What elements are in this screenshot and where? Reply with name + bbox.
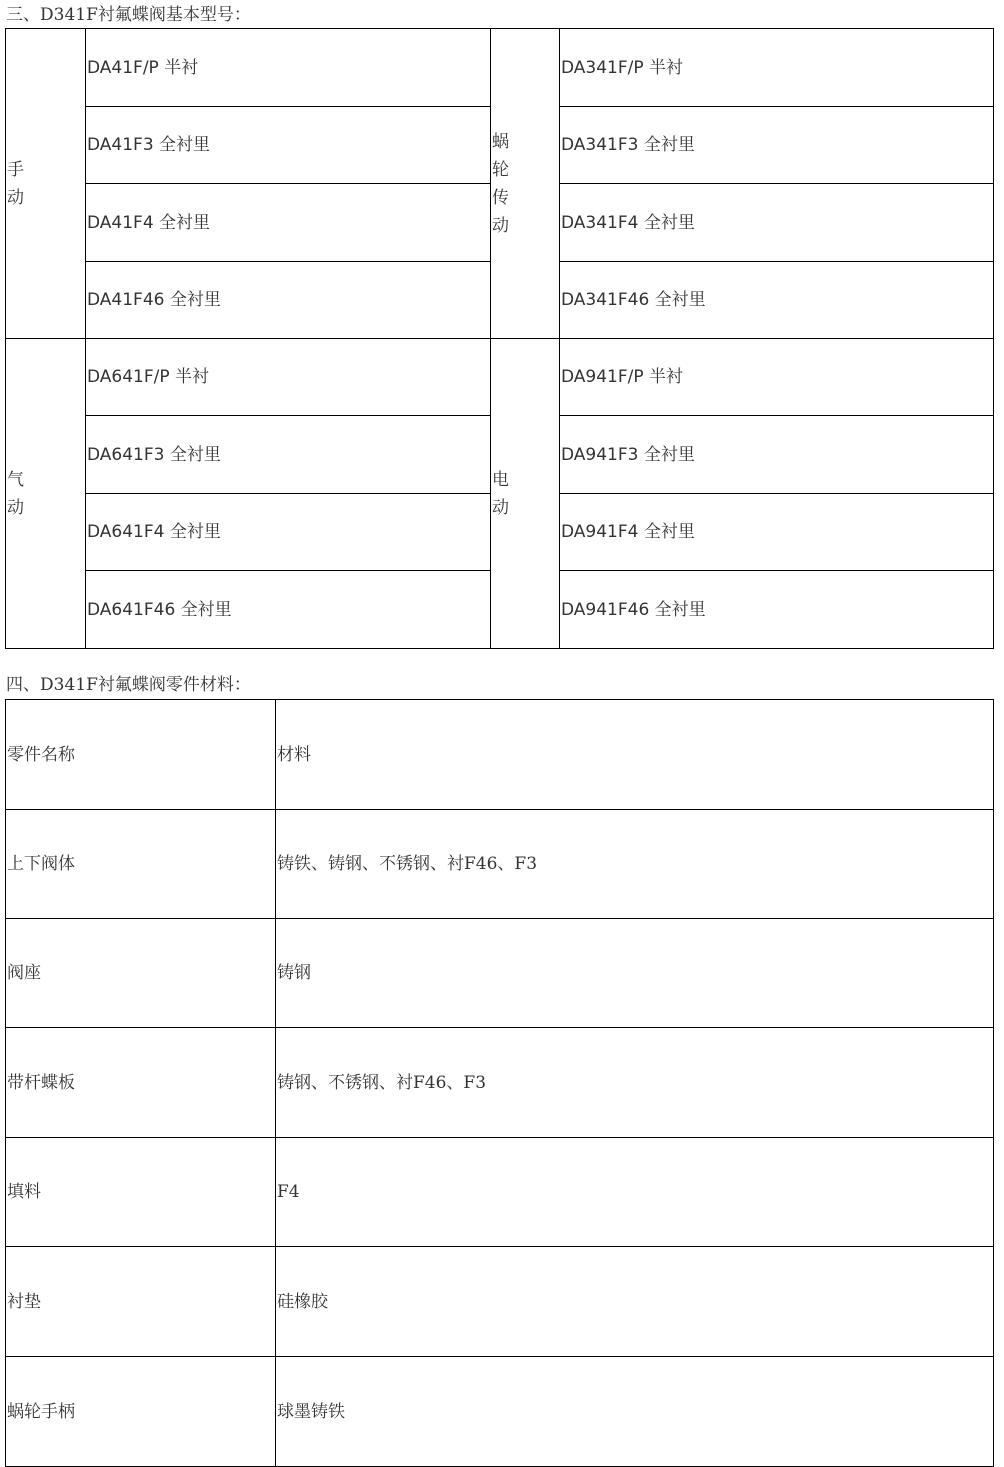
- model-cell: DA941F4 全衬里: [560, 494, 994, 571]
- model-cell: DA641F46 全衬里: [86, 571, 491, 649]
- part-name-cell: 填料: [6, 1138, 276, 1247]
- model-cell: DA641F3 全衬里: [86, 416, 491, 494]
- model-cell: DA641F/P 半衬: [86, 339, 491, 416]
- model-table: [5, 28, 994, 649]
- material-cell: 铸钢、不锈钢、衬F46、F3: [276, 1028, 994, 1138]
- table-row: [6, 29, 994, 107]
- table-row: [6, 339, 994, 416]
- table-row: [6, 919, 994, 1028]
- model-cell: DA41F3 全衬里: [86, 107, 491, 184]
- model-cell: DA941F3 全衬里: [560, 416, 994, 494]
- table-row: [6, 1028, 994, 1138]
- column-header-material: 材料: [276, 700, 994, 810]
- group-label-worm-gear: 蜗轮传动: [491, 29, 560, 339]
- table-row: [6, 810, 994, 919]
- materials-table: [5, 699, 994, 1467]
- model-cell: DA341F3 全衬里: [560, 107, 994, 184]
- group-label-electric: 电动: [491, 339, 560, 649]
- part-name-cell: 阀座: [6, 919, 276, 1028]
- model-cell: DA641F4 全衬里: [86, 494, 491, 571]
- model-cell: DA41F46 全衬里: [86, 262, 491, 339]
- material-cell: F4: [276, 1138, 994, 1247]
- part-name-cell: 上下阀体: [6, 810, 276, 919]
- model-cell: DA941F46 全衬里: [560, 571, 994, 649]
- group-label-manual: 手动: [6, 29, 86, 339]
- part-name-cell: 衬垫: [6, 1247, 276, 1357]
- table-row: [6, 1247, 994, 1357]
- group-label-pneumatic: 气动: [6, 339, 86, 649]
- material-cell: 球墨铸铁: [276, 1357, 994, 1467]
- table-row: [6, 1357, 994, 1467]
- model-cell: DA341F46 全衬里: [560, 262, 994, 339]
- model-cell: DA341F4 全衬里: [560, 184, 994, 262]
- model-cell: DA941F/P 半衬: [560, 339, 994, 416]
- model-cell: DA341F/P 半衬: [560, 29, 994, 107]
- section3-title: 三、D341F衬氟蝶阀基本型号：: [6, 5, 251, 25]
- part-name-cell: 蜗轮手柄: [6, 1357, 276, 1467]
- table-row: [6, 1138, 994, 1247]
- material-cell: 铸铁、铸钢、不锈钢、衬F46、F3: [276, 810, 994, 919]
- part-name-cell: 带杆蝶板: [6, 1028, 276, 1138]
- table-header-row: [6, 700, 994, 810]
- model-cell: DA41F/P 半衬: [86, 29, 491, 107]
- section4-title: 四、D341F衬氟蝶阀零件材料：: [6, 675, 251, 695]
- material-cell: 硅橡胶: [276, 1247, 994, 1357]
- column-header-part-name: 零件名称: [6, 700, 276, 810]
- material-cell: 铸钢: [276, 919, 994, 1028]
- model-cell: DA41F4 全衬里: [86, 184, 491, 262]
